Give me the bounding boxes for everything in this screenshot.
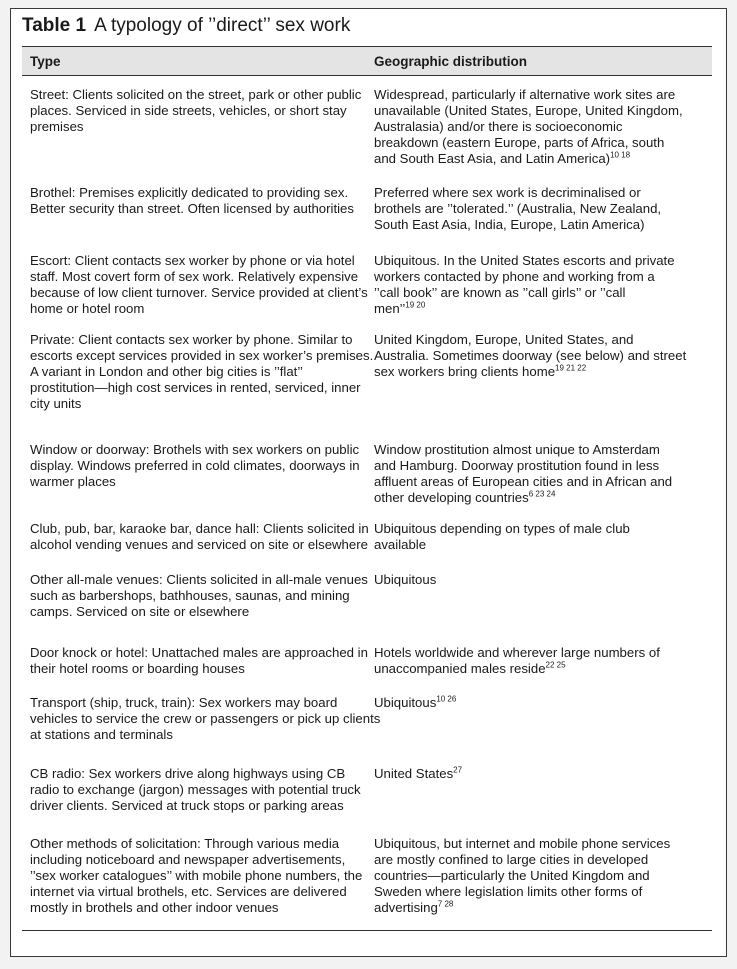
geo-line xyxy=(374,217,708,233)
header-type: Type xyxy=(30,53,61,69)
geo-cell xyxy=(370,766,712,814)
geo-line xyxy=(374,852,708,868)
type-cell xyxy=(22,645,370,677)
reference-superscript: 6 23 24 xyxy=(528,489,556,499)
reference-superscript: 10 26 xyxy=(436,694,457,704)
type-line: prostitution—high cost services in rented, serviced, inner xyxy=(30,380,361,395)
type-line: staff. Most covert form of sex work. Relatively expensive xyxy=(30,269,359,284)
geo-line xyxy=(374,884,708,900)
type-cell xyxy=(22,695,381,743)
type-line: radio to exchange (jargon) messages with potential truck xyxy=(30,782,361,797)
geo-line xyxy=(374,364,708,380)
geo-line xyxy=(374,103,708,119)
type-line: home or hotel room xyxy=(30,301,145,316)
geo-line xyxy=(374,458,708,474)
geo-cell xyxy=(370,836,712,916)
geo-line-text: breakdown (eastern Europe, parts of Africa, south xyxy=(374,135,665,150)
geo-line-text: Ubiquitous xyxy=(374,572,437,587)
geo-line xyxy=(374,119,708,135)
type-line: city units xyxy=(30,396,82,411)
type-line: display. Windows preferred in cold climates, doorways in xyxy=(30,458,360,473)
geo-line xyxy=(374,87,708,103)
type-cell xyxy=(22,766,370,814)
geo-line xyxy=(374,572,708,588)
type-cell xyxy=(22,253,370,317)
type-line: Club, pub, bar, karaoke bar, dance hall: Clients solicited in xyxy=(30,521,369,536)
type-cell xyxy=(22,442,370,506)
table-row xyxy=(22,185,712,233)
geo-line-text: and South East Asia, and Latin America) xyxy=(374,151,611,166)
type-line: driver clients. Serviced at truck stops or parking areas xyxy=(30,798,344,813)
geo-line-text: countries—particularly the United Kingdom and xyxy=(374,868,650,883)
geo-cell xyxy=(370,572,712,620)
type-line: camps. Serviced on site or elsewhere xyxy=(30,604,250,619)
type-line: because of low client turnover. Service provided at client’s xyxy=(30,285,368,300)
table-row xyxy=(22,766,712,814)
type-line: A variant in London and other big cities is ’’flat’’ xyxy=(30,364,303,379)
geo-line-text: affluent areas of European cities and in African and xyxy=(374,474,673,489)
table-row xyxy=(22,836,712,916)
type-line: places. Serviced in side streets, vehicles, or short stay xyxy=(30,103,347,118)
type-line: mostly in brothels and other indoor venues xyxy=(30,900,279,915)
geo-line-text: Ubiquitous, but internet and mobile phone services xyxy=(374,836,671,851)
table-row xyxy=(22,521,712,553)
type-line: their hotel rooms or boarding houses xyxy=(30,661,245,676)
geo-line xyxy=(374,695,708,711)
table-label: Table 1 xyxy=(22,15,87,36)
geo-cell xyxy=(370,87,712,167)
type-line: Transport (ship, truck, train): Sex workers may board xyxy=(30,695,338,710)
table-header-row xyxy=(22,46,712,76)
type-line: Other all-male venues: Clients solicited in all-male venues xyxy=(30,572,368,587)
type-cell xyxy=(22,185,370,233)
geo-line-text: men’’ xyxy=(374,301,406,316)
reference-superscript: 19 20 xyxy=(405,300,426,310)
geo-line-text: Preferred where sex work is decriminalised or xyxy=(374,185,641,200)
type-line: ’’sex worker catalogues’’ with mobile phone numbers, the xyxy=(30,868,363,883)
table-row xyxy=(22,442,712,506)
geo-line xyxy=(374,645,708,661)
geo-line xyxy=(374,332,708,348)
geo-cell xyxy=(370,645,712,677)
geo-cell xyxy=(370,442,712,506)
geo-line-text: available xyxy=(374,537,427,552)
geo-cell xyxy=(370,695,712,743)
geo-line-text: and Hamburg. Doorway prostitution found in less xyxy=(374,458,660,473)
geo-line-text: Hotels worldwide and wherever large numbers of xyxy=(374,645,660,660)
geo-line-text: are mostly confined to large cities in developed xyxy=(374,852,649,867)
geo-line-text: workers contacted by phone and working from a xyxy=(374,269,655,284)
geo-line xyxy=(374,269,708,285)
geo-line xyxy=(374,661,708,677)
geo-cell xyxy=(370,185,712,233)
geo-line-text: unaccompanied males reside xyxy=(374,661,546,676)
geo-line xyxy=(374,285,708,301)
type-cell xyxy=(22,521,370,553)
type-line: internet via virtual brothels, etc. Services are delivered xyxy=(30,884,347,899)
header-geographic-distribution: Geographic distribution xyxy=(374,53,528,69)
geo-line-text: United States xyxy=(374,766,454,781)
typology-table xyxy=(22,46,712,960)
geo-line xyxy=(374,442,708,458)
geo-line xyxy=(374,537,708,553)
type-line: Private: Client contacts sex worker by phone. Similar to xyxy=(30,332,353,347)
geo-line xyxy=(374,185,708,201)
geo-line-text: Ubiquitous depending on types of male club xyxy=(374,521,630,536)
reference-superscript: 10 18 xyxy=(610,150,631,160)
type-line: such as barbershops, bathhouses, saunas, and mining xyxy=(30,588,350,603)
table-title: A typology of ’’direct’’ sex work xyxy=(94,15,351,36)
geo-line xyxy=(374,474,708,490)
type-line: at stations and terminals xyxy=(30,727,173,742)
table-bottom-rule xyxy=(22,930,712,931)
table-row xyxy=(22,87,712,167)
geo-cell xyxy=(370,253,712,317)
geo-line-text: other developing countries xyxy=(374,490,529,505)
geo-line xyxy=(374,490,708,506)
type-cell xyxy=(22,572,370,620)
type-cell xyxy=(22,836,370,916)
type-line: escorts except services provided in sex worker’s premises. xyxy=(30,348,374,363)
geo-line-text: sex workers bring clients home xyxy=(374,364,556,379)
type-line: Other methods of solicitation: Through various media xyxy=(30,836,340,851)
geo-line xyxy=(374,301,708,317)
geo-line-text: unavailable (United States, Europe, United Kingdom, xyxy=(374,103,683,118)
geo-line xyxy=(374,836,708,852)
type-line: Door knock or hotel: Unattached males are approached in xyxy=(30,645,368,660)
geo-line xyxy=(374,521,708,537)
table-row xyxy=(22,572,712,620)
table-body xyxy=(22,76,712,960)
table-row xyxy=(22,695,712,743)
geo-line-text: Australasia) and/or there is socioeconomic xyxy=(374,119,623,134)
table-row xyxy=(22,645,712,677)
geo-line-text: ’’call book’’ are known as ’’call girls’’ or ’’call xyxy=(374,285,626,300)
reference-superscript: 22 25 xyxy=(545,660,566,670)
geo-line-text: Widespread, particularly if alternative work sites are xyxy=(374,87,676,102)
geo-cell xyxy=(370,332,712,412)
type-line: Better security than street. Often licensed by authorities xyxy=(30,201,354,216)
table-row xyxy=(22,332,712,412)
type-line: warmer places xyxy=(30,474,116,489)
geo-line-text: advertising xyxy=(374,900,438,915)
geo-line-text: Window prostitution almost unique to Amsterdam xyxy=(374,442,660,457)
geo-line xyxy=(374,348,708,364)
geo-line-text: brothels are ’’tolerated.’’ (Australia, New Zealand, xyxy=(374,201,662,216)
geo-line xyxy=(374,201,708,217)
type-cell xyxy=(22,87,370,167)
table-row xyxy=(22,253,712,317)
geo-cell xyxy=(370,521,712,553)
geo-line-text: South East Asia, India, Europe, Latin America) xyxy=(374,217,645,232)
geo-line xyxy=(374,135,708,151)
geo-line xyxy=(374,900,708,916)
type-line: alcohol vending venues and serviced on site or elsewhere xyxy=(30,537,368,552)
type-line: Escort: Client contacts sex worker by phone or via hotel xyxy=(30,253,355,268)
geo-line xyxy=(374,151,708,167)
type-line: vehicles to service the crew or passengers or pick up clients xyxy=(30,711,381,726)
geo-line-text: Ubiquitous. In the United States escorts and private xyxy=(374,253,675,268)
geo-line xyxy=(374,868,708,884)
reference-superscript: 27 xyxy=(453,765,463,775)
reference-superscript: 19 21 22 xyxy=(555,363,587,373)
geo-line xyxy=(374,253,708,269)
geo-line xyxy=(374,766,708,782)
type-line: CB radio: Sex workers drive along highways using CB xyxy=(30,766,346,781)
type-line: Window or doorway: Brothels with sex workers on public xyxy=(30,442,360,457)
geo-line-text: Sweden where legislation limits other forms of xyxy=(374,884,643,899)
type-line: premises xyxy=(30,119,84,134)
reference-superscript: 7 28 xyxy=(437,899,454,909)
type-line: Street: Clients solicited on the street, park or other public xyxy=(30,87,362,102)
type-line: including noticeboard and newspaper advertisements, xyxy=(30,852,346,867)
type-line: Brothel: Premises explicitly dedicated to providing sex. xyxy=(30,185,349,200)
geo-line-text: Australia. Sometimes doorway (see below) and street xyxy=(374,348,687,363)
geo-line-text: Ubiquitous xyxy=(374,695,437,710)
geo-line-text: United Kingdom, Europe, United States, and xyxy=(374,332,634,347)
type-cell xyxy=(22,332,374,412)
table-caption xyxy=(22,14,712,38)
